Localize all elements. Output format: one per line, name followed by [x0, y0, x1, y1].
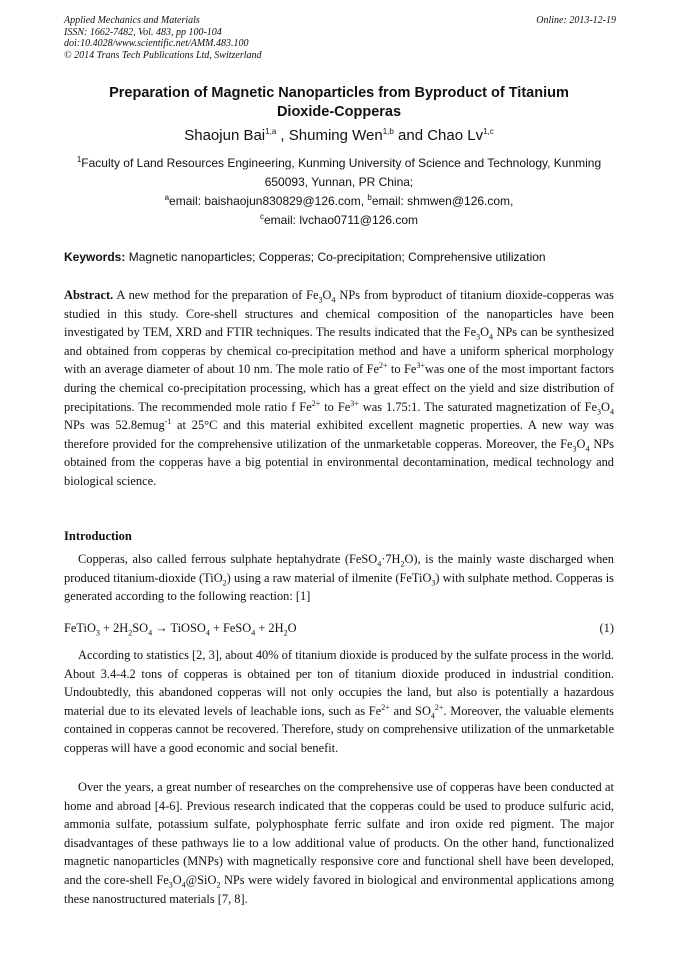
- abstract-text: O: [322, 288, 332, 302]
- body-text: and SO: [389, 703, 431, 718]
- subscript: 4: [331, 295, 336, 305]
- abstract-text: A new method for the preparation of Fe: [113, 288, 319, 302]
- subscript: 2: [216, 880, 221, 890]
- body-text: O), is the mainly waste discharged when produced titanium-dioxide (TiO: [64, 552, 614, 585]
- author-3-sup: 1,c: [483, 127, 494, 136]
- email-line-1: [60, 192, 618, 211]
- body-text: Over the years, a great number of researches on the comprehensive use of copperas have been conducted at home and abroad [4-6]. Previous research indicated that the copperas could be used to produce sulfuric acid, ammonia sulfate, potassium sulfate, polyphosphate ferric sulfate and iron oxide red pigment. The major disadvantages of these pathways lie to a low additional value of products. On the other hand, functionalized magnetic nanoparticles (MNPs) with magnetically responsive core and functional shell have been developed, and the core-shell Fe: [64, 780, 614, 887]
- affiliation-line-1: [60, 154, 618, 173]
- equation-text: FeTiO: [64, 621, 96, 635]
- superscript: 3+: [350, 398, 359, 408]
- superscript: 3+: [416, 361, 425, 371]
- copyright-line: © 2014 Trans Tech Publications Ltd, Switzerland: [64, 49, 262, 61]
- abstract-text: O: [576, 436, 586, 451]
- equation-text: O: [287, 621, 297, 635]
- affiliation-line-2: 650093, Yunnan, PR China;: [264, 175, 414, 189]
- subscript: 2: [222, 578, 227, 588]
- abstract-text: O: [480, 325, 490, 340]
- abstract-text: to Fe: [387, 362, 417, 377]
- abstract-text: to Fe: [320, 399, 351, 414]
- subscript: 2: [128, 628, 133, 638]
- subscript: 2: [283, 628, 288, 638]
- keywords-label: Keywords:: [64, 250, 126, 264]
- abstract-paragraph: [64, 286, 614, 491]
- title-line-1: Preparation of Magnetic Nanoparticles from Byproduct of Titanium: [109, 85, 569, 101]
- title-line-2: Dioxide-Copperas: [276, 104, 402, 120]
- author-1-sup: 1,a: [265, 127, 277, 136]
- superscript: 2+: [378, 361, 388, 371]
- journal-header: [64, 15, 616, 61]
- body-text: Copperas, also called ferrous sulphate heptahydrate (FeSO: [78, 552, 378, 566]
- subscript: 4: [377, 559, 382, 569]
- body-text: ·7H: [381, 552, 401, 566]
- superscript: 2+: [381, 702, 390, 712]
- equation-1: [64, 619, 614, 637]
- body-text: ) using a raw material of ilmenite (FeTiO: [226, 570, 432, 585]
- abstract-text: NPs was 52.8emug: [64, 418, 165, 433]
- equation-text: + 2H: [99, 621, 129, 635]
- email-c: email: lvchao0711@126.com: [263, 213, 419, 227]
- doi-line: doi:10.4028/www.scientific.net/AMM.483.100: [64, 38, 249, 49]
- subscript: 3: [95, 628, 100, 638]
- body-text: According to statistics [2, 3], about 40% of titanium dioxide is produced by the sulfate process in the world. About 3.4-4.2 tons of copperas is obtained per ton of titanium dioxide produced in industrial condition. Undoubtedly, this abandoned copperas will not only occupies the land, but also is potentially a hazardous material due to its elevated levels of leachable ions, such as Fe: [64, 648, 614, 718]
- superscript: 2+: [311, 398, 321, 408]
- subscript: 4: [251, 628, 256, 638]
- abstract-text: NPs can be synthesized and obtained from copperas by chemical co-precipitation method and have a uniform spherical morphology with an average diameter of about 10 nm. The mole ratio of Fe: [64, 325, 615, 377]
- keywords-text: Magnetic nanoparticles; Copperas; Co-precipitation; Comprehensive utilization: [125, 250, 546, 264]
- author-list: [60, 126, 618, 146]
- subscript: 2: [400, 559, 405, 569]
- email-c-sup: c: [259, 212, 264, 221]
- subscript: 4: [610, 407, 614, 417]
- body-text: @SiO: [185, 872, 217, 887]
- author-2: , Shuming Wen: [276, 127, 383, 144]
- subscript: 4: [585, 444, 590, 454]
- email-a: email: baishaojun830829@126.com,: [169, 194, 368, 208]
- superscript: 2+: [434, 702, 444, 712]
- author-3: and Chao Lv: [393, 127, 484, 144]
- body-text: . Moreover, the valuable elements contained in copperas cannot be recovered. Therefore, study on comprehensive utilization of the unmarketable copperas will have a good economic and social benefit.: [64, 703, 614, 755]
- subscript: 4: [489, 332, 494, 342]
- equation-text: → TiOSO: [152, 621, 206, 635]
- subscript: 3: [476, 332, 481, 342]
- intro-paragraph-2: [64, 646, 614, 758]
- email-b-sup: b: [367, 193, 372, 202]
- keywords: [64, 249, 620, 265]
- equation-text: + 2H: [255, 621, 284, 635]
- affiliation-text: Faculty of Land Resources Engineering, Kunming University of Science and Technology, Kunming: [81, 156, 602, 170]
- affiliation: [60, 154, 618, 230]
- affiliation-sup: 1: [76, 155, 82, 164]
- issn-line: ISSN: 1662-7482, Vol. 483, pp 100-104: [64, 26, 222, 38]
- paper-title: [60, 84, 618, 122]
- subscript: 4: [205, 628, 210, 638]
- abstract-text: at 25°C and this material exhibited excellent magnetic properties. A new way was therefore provided for the comprehensive utilization of the unmarketable copperas. Moreover, the Fe: [64, 418, 614, 451]
- abstract-text: was 1.75:1. The saturated magnetization of Fe: [358, 399, 598, 414]
- subscript: 3: [597, 407, 602, 417]
- subscript: 3: [168, 880, 173, 890]
- subscript: 3: [318, 295, 323, 305]
- equation-text: + FeSO: [209, 621, 252, 635]
- abstract-text: NPs from byproduct of titanium dioxide-copperas was studied in this study. Core-shell structures and chemical composition of the nanoparticles have been investigated by TEM, XRD and FTIR techniques: [64, 288, 614, 340]
- intro-paragraph-1: [64, 550, 614, 606]
- journal-name: Applied Mechanics and Materials: [64, 15, 200, 26]
- equation-number: (1): [599, 621, 614, 635]
- body-text: ) with sulphate method. Copperas is generated according to the following reaction: [1]: [64, 570, 614, 604]
- subscript: 3: [431, 578, 436, 588]
- equation-text: SO: [132, 621, 149, 635]
- author-2-sup: 1,b: [382, 127, 394, 136]
- email-b: email: shmwen@126.com,: [371, 194, 514, 208]
- abstract-text: . The results indicated that the Fe: [309, 325, 477, 340]
- email-line-2: [60, 211, 618, 230]
- abstract-text: O: [601, 399, 610, 414]
- abstract-text: NPs obtained from the copperas have a big potential in environmental decontamination, medical technology and biological science.: [64, 436, 614, 488]
- author-1: Shaojun Bai: [184, 127, 266, 144]
- section-heading-introduction: Introduction: [64, 529, 132, 543]
- body-text: O: [172, 872, 182, 887]
- intro-paragraph-3: [64, 778, 614, 908]
- body-text: NPs were widely favored in biological and environmental applications among these nanostructured materials [7, 8].: [64, 872, 615, 906]
- email-a-sup: a: [164, 193, 170, 202]
- subscript: 3: [572, 444, 577, 454]
- subscript: 4: [181, 880, 186, 890]
- superscript: -1: [164, 417, 172, 427]
- abstract-text: was one of the most important factors during the chemical co-precipitation processing, which has a great effect on the yield and size distribution of precipitations. The recommended mole ratio f Fe: [64, 362, 614, 414]
- subscript: 4: [430, 711, 435, 721]
- subscript: 4: [148, 628, 153, 638]
- abstract-label: Abstract.: [64, 288, 114, 302]
- online-date: Online: 2013-12-19: [536, 15, 616, 26]
